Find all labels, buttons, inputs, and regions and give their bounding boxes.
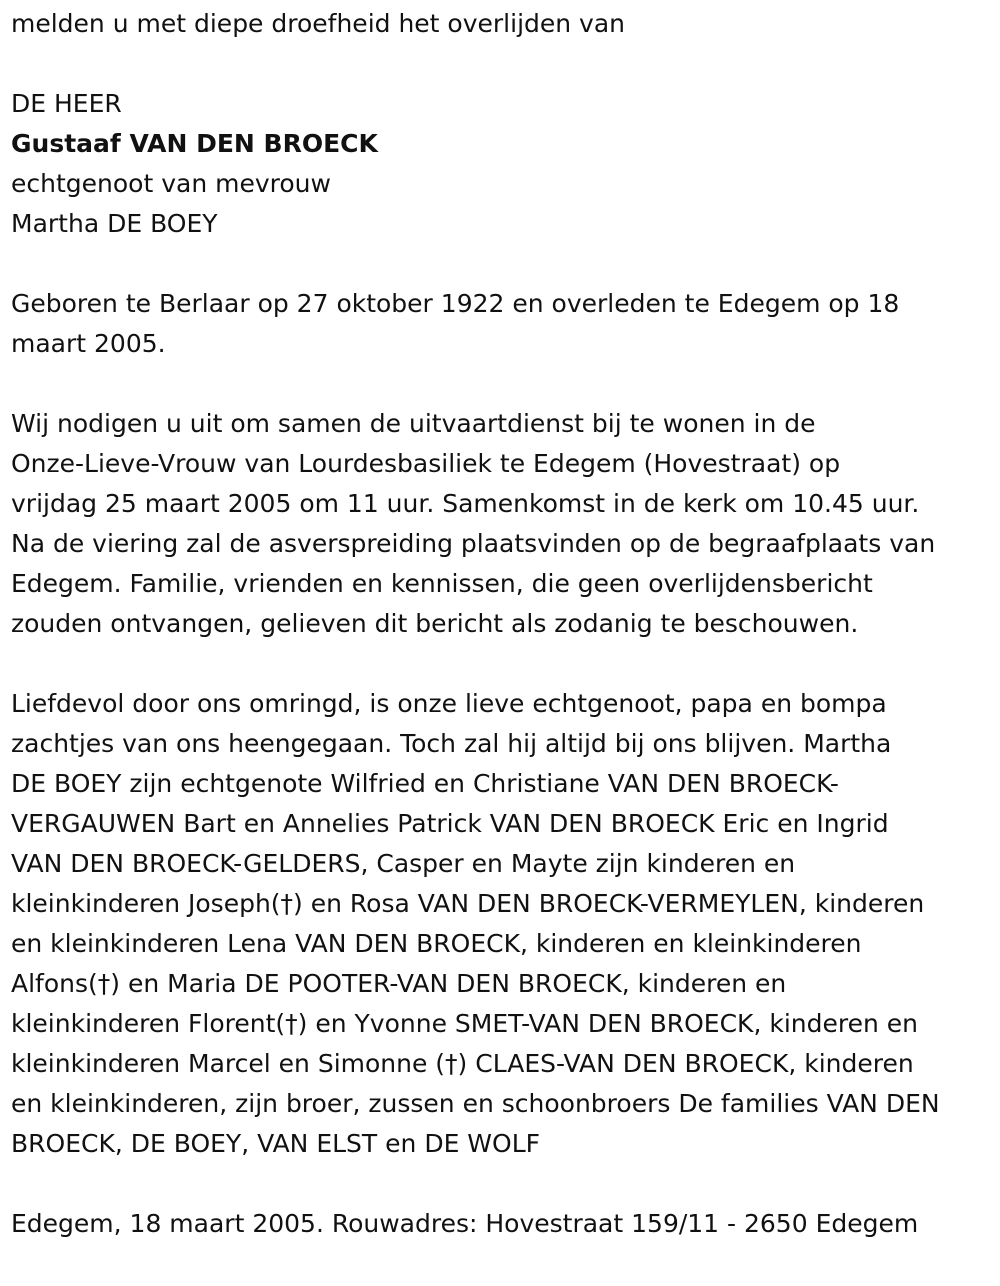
spacer <box>11 364 993 404</box>
paragraph-line: Geboren te Berlaar op 27 oktober 1922 en overleden te Edegem op 18 <box>11 289 900 318</box>
paragraph-line: maart 2005. <box>11 329 166 358</box>
spouse-name: Martha DE BOEY <box>11 209 218 238</box>
paragraph-line: zachtjes van ons heengegaan. Toch zal hij altijd bij ons blijven. Martha <box>11 729 892 758</box>
spouse-label: echtgenoot van mevrouw <box>11 169 331 198</box>
paragraph-line: DE BOEY zijn echtgenote Wilfried en Christiane VAN DEN BROECK- <box>11 769 839 798</box>
paragraph-line: kleinkinderen Marcel en Simonne (†) CLAES-VAN DEN BROECK, kinderen <box>11 1049 914 1078</box>
paragraph-line: Onze-Lieve-Vrouw van Lourdesbasiliek te Edegem (Hovestraat) op <box>11 449 841 478</box>
paragraph-line: Edegem. Familie, vrienden en kennissen, die geen overlijdensbericht <box>11 569 873 598</box>
honorific: DE HEER <box>11 89 122 118</box>
paragraph-line: Alfons(†) en Maria DE POOTER-VAN DEN BROECK, kinderen en <box>11 969 787 998</box>
paragraph-line: Na de viering zal de asverspreiding plaatsvinden op de begraafplaats van <box>11 529 936 558</box>
spacer <box>11 244 993 284</box>
paragraph-line: en kleinkinderen Lena VAN DEN BROECK, kinderen en kleinkinderen <box>11 929 862 958</box>
birth-death-paragraph <box>11 284 993 364</box>
deceased-name: Gustaaf VAN DEN BROECK <box>11 129 378 158</box>
paragraph-line: Wij nodigen u uit om samen de uitvaartdienst bij te wonen in de <box>11 409 816 438</box>
footer-address: Edegem, 18 maart 2005. Rouwadres: Hovestraat 159/11 - 2650 Edegem <box>11 1209 919 1238</box>
obituary-text <box>11 4 993 1244</box>
spacer <box>11 644 993 684</box>
paragraph-line: zouden ontvangen, gelieven dit bericht als zodanig te beschouwen. <box>11 609 859 638</box>
ceremony-paragraph <box>11 404 993 644</box>
paragraph-line: VERGAUWEN Bart en Annelies Patrick VAN DEN BROECK Eric en Ingrid <box>11 809 889 838</box>
paragraph-line: BROECK, DE BOEY, VAN ELST en DE WOLF <box>11 1129 541 1158</box>
paragraph-line: vrijdag 25 maart 2005 om 11 uur. Samenkomst in de kerk om 10.45 uur. <box>11 489 920 518</box>
spacer <box>11 1164 993 1204</box>
family-paragraph <box>11 684 993 1164</box>
paragraph-line: kleinkinderen Joseph(†) en Rosa VAN DEN BROECK-VERMEYLEN, kinderen <box>11 889 925 918</box>
paragraph-line: Liefdevol door ons omringd, is onze lieve echtgenoot, papa en bompa <box>11 689 887 718</box>
paragraph-line: VAN DEN BROECK-GELDERS, Casper en Mayte zijn kinderen en <box>11 849 796 878</box>
intro-text: melden u met diepe droefheid het overlijden van <box>11 9 626 38</box>
paragraph-line: kleinkinderen Florent(†) en Yvonne SMET-VAN DEN BROECK, kinderen en <box>11 1009 918 1038</box>
paragraph-line: en kleinkinderen, zijn broer, zussen en schoonbroers De families VAN DEN <box>11 1089 940 1118</box>
spacer <box>11 44 993 84</box>
